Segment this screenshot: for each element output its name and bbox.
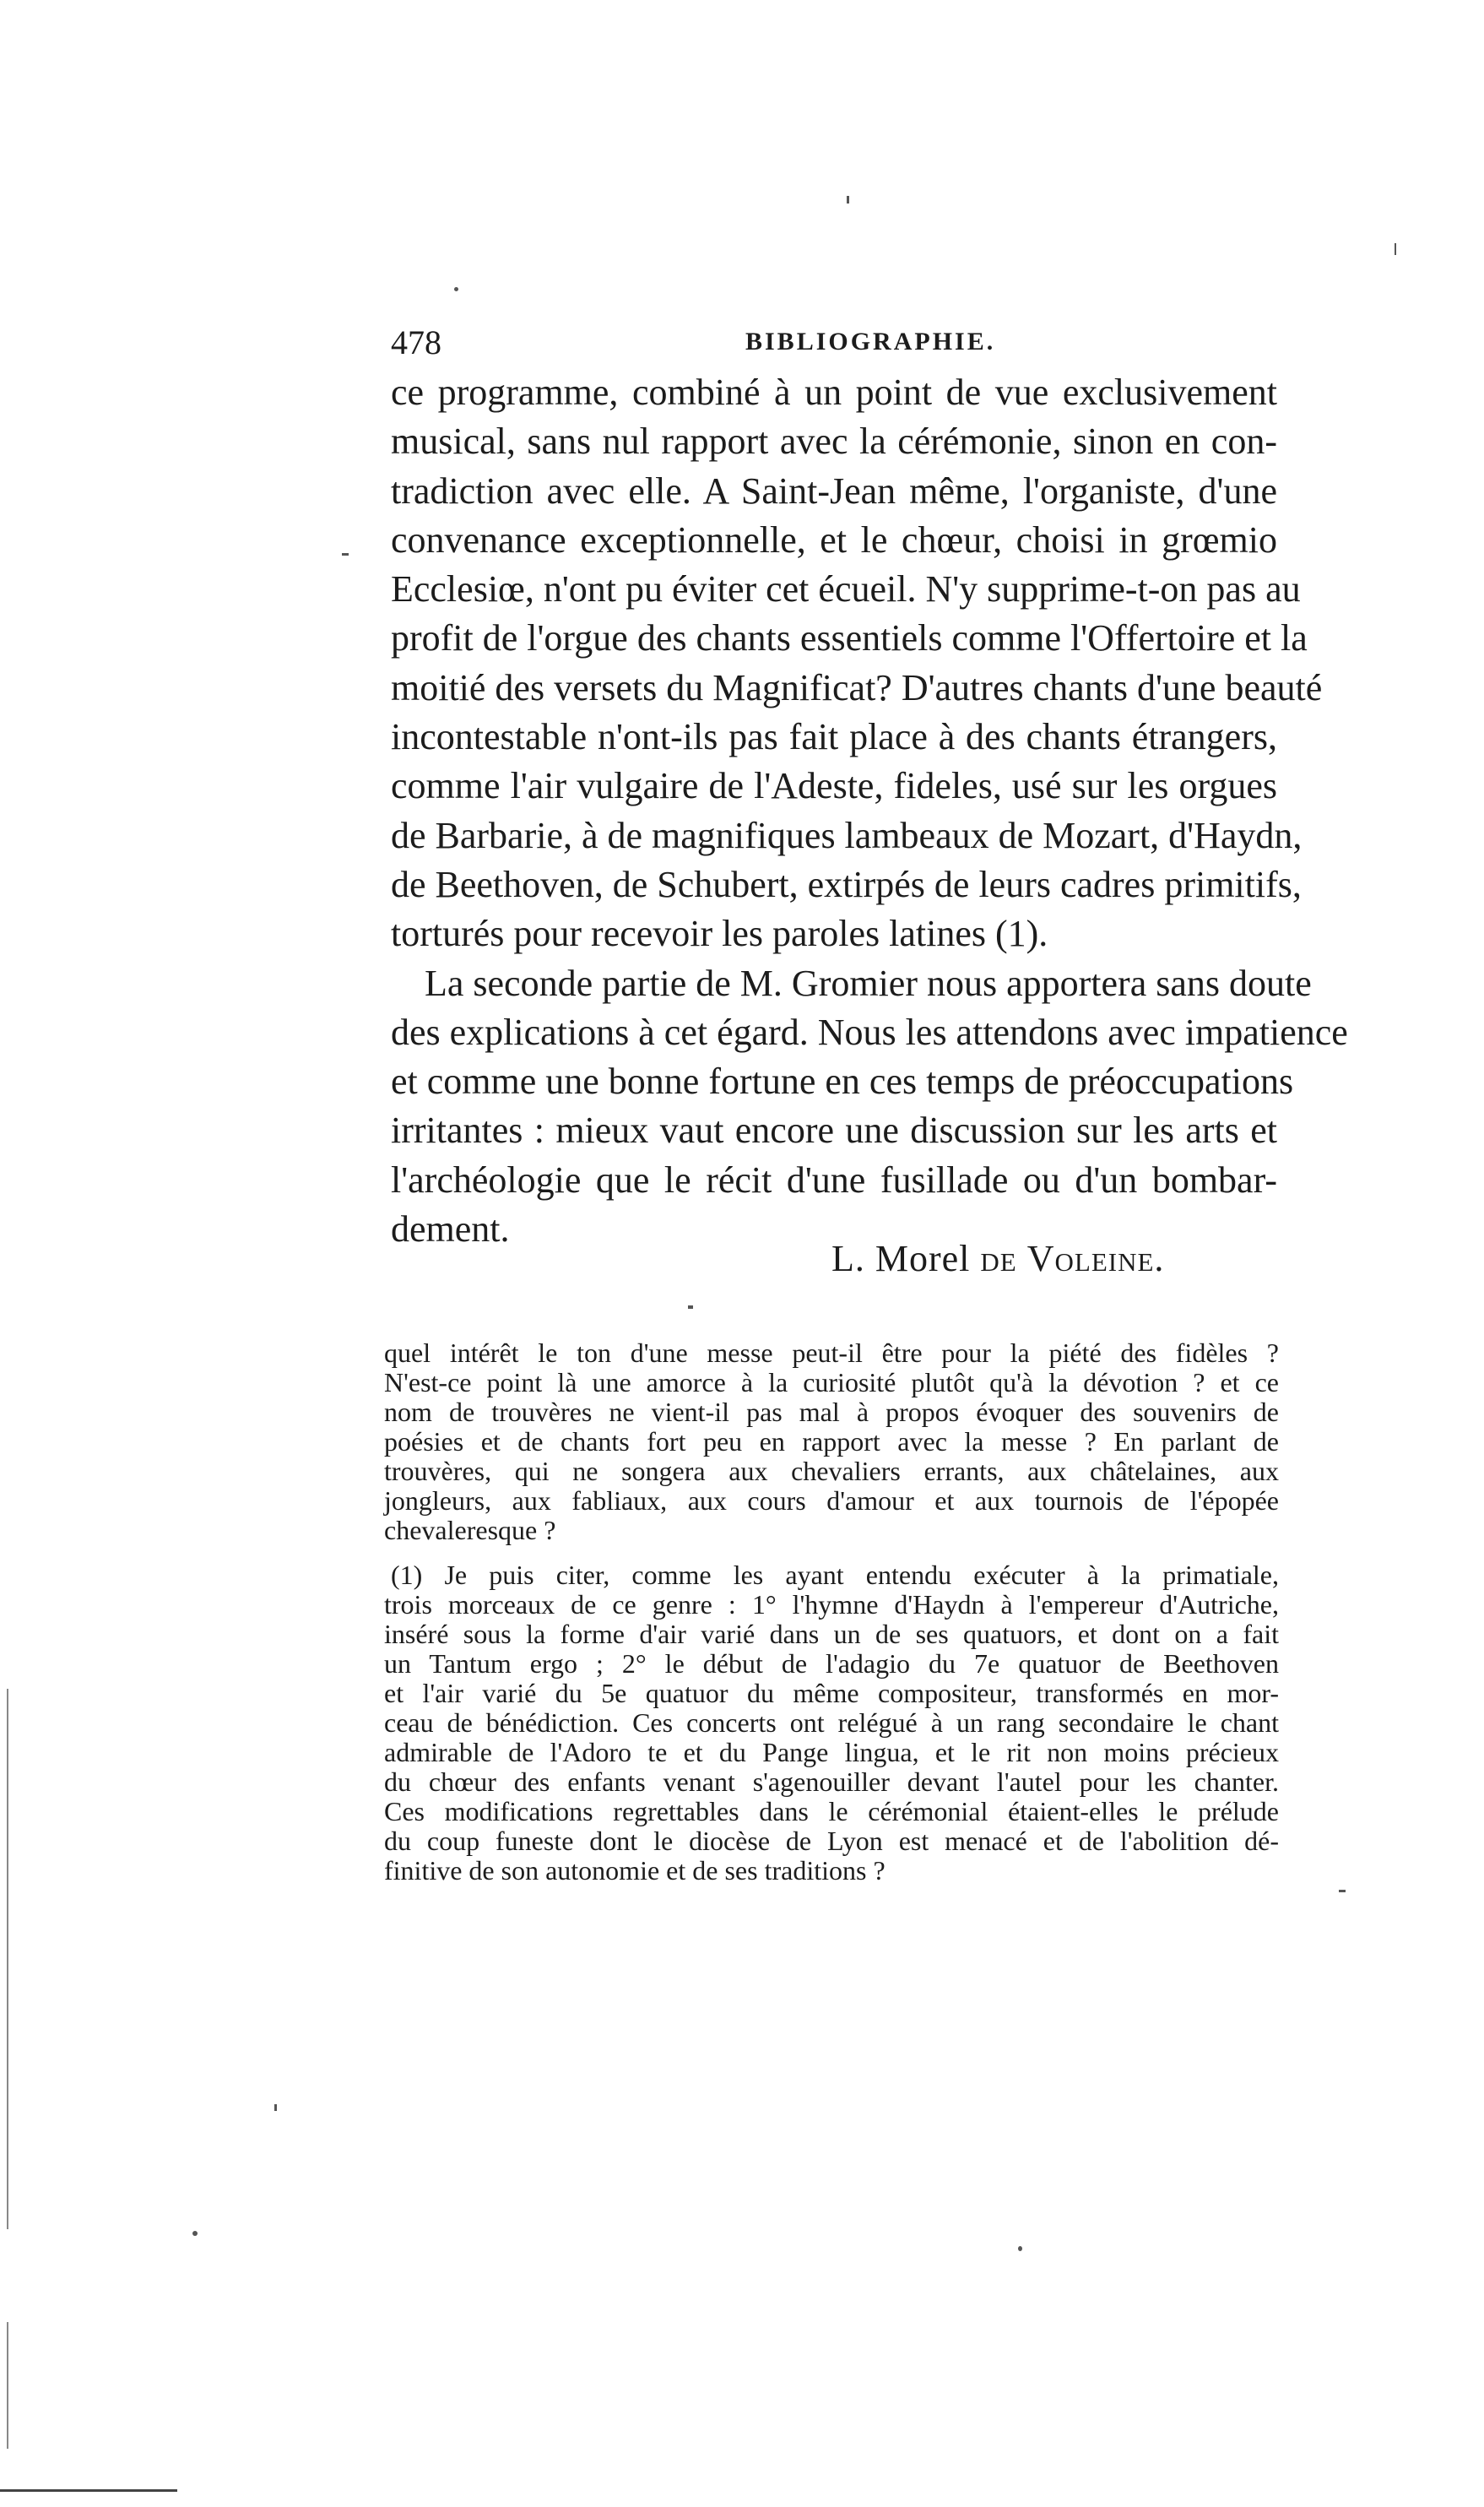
footnote-line: du chœur des enfants venant s'agenouiller devant l'autel pour les chanter. <box>384 1766 1279 1797</box>
scan-speck <box>1339 1890 1346 1892</box>
edge-line <box>7 2322 8 2449</box>
footnote-line: poésies et de chants fort peu en rapport avec la messe ? En parlant de <box>384 1426 1279 1457</box>
edge-line <box>0 2489 177 2492</box>
paragraph-1 <box>391 368 1323 959</box>
author-signature <box>831 1237 1164 1280</box>
text-line: moitié des versets du Magnificat? D'autres chants d'une beauté <box>391 666 1323 708</box>
scan-speck <box>454 287 458 291</box>
text-line: incontestable n'ont-ils pas fait place à des chants étrangers, <box>391 716 1277 758</box>
footnotes <box>384 1338 1279 1901</box>
scan-speck <box>192 2231 198 2236</box>
footnote-line: ceau de bénédiction. Ces concerts ont relégué à un rang secondaire le chant <box>384 1707 1279 1738</box>
edge-line <box>7 1689 8 2229</box>
signature-name: L. Morel <box>831 1238 971 1279</box>
running-head: BIBLIOGRAPHIE. <box>745 328 996 355</box>
footnote-line: finitive de son autonomie et de ses traditions ? <box>384 1855 886 1886</box>
text-line: des explications à cet égard. Nous les attendons avec impatience <box>391 1011 1348 1053</box>
footnote-line: trouvères, qui ne songera aux chevaliers errants, aux châtelaines, aux <box>384 1456 1279 1486</box>
text-line: musical, sans nul rapport avec la cérémonie, sinon en con- <box>391 421 1277 463</box>
scan-speck <box>847 196 849 203</box>
text-line: l'archéologie que le récit d'une fusillade ou d'un bombar- <box>391 1159 1277 1201</box>
footnote-line: trois morceaux de ce genre : 1° l'hymne d'Haydn à l'empereur d'Autriche, <box>384 1589 1279 1620</box>
footnote-line: inséré sous la forme d'air varié dans un de ses quatuors, et dont on a fait <box>384 1619 1279 1649</box>
text-line: comme l'air vulgaire de l'Adeste, fideles, usé sur les orgues <box>391 765 1277 807</box>
footnote-continuation <box>384 1338 1279 1545</box>
scan-speck <box>1018 2246 1022 2251</box>
text-line: de Barbarie, à de magnifiques lambeaux de Mozart, d'Haydn, <box>391 814 1303 856</box>
paragraph-2 <box>391 959 1348 1255</box>
main-text <box>391 368 1348 1254</box>
footnote-line: un Tantum ergo ; 2° le début de l'adagio du 7e quatuor de Beethoven <box>384 1648 1279 1679</box>
footnote-line: chevaleresque ? <box>384 1515 556 1545</box>
footnote-line: jongleurs, aux fabliaux, aux cours d'amour et aux tournois de l'épopée <box>384 1485 1279 1516</box>
footnote-1 <box>384 1560 1279 1886</box>
signature-particle: de <box>980 1238 1017 1279</box>
footnote-line: (1) Je puis citer, comme les ayant entendu exécuter à la primatiale, <box>391 1560 1279 1590</box>
text-line: tradiction avec elle. A Saint-Jean même, l'organiste, d'une <box>391 469 1277 512</box>
text-line: et comme une bonne fortune en ces temps de préoccupations <box>391 1061 1294 1103</box>
text-line: dement. <box>391 1208 510 1251</box>
text-line: convenance exceptionnelle, et le chœur, choisi in grœmio <box>391 518 1277 561</box>
text-line: torturés pour recevoir les paroles latines (1). <box>391 913 1048 955</box>
scan-speck <box>274 2104 277 2111</box>
footnote-line: Ces modifications regrettables dans le cérémonial étaient-elles le prélude <box>384 1796 1279 1826</box>
text-line: irritantes : mieux vaut encore une discussion sur les arts et <box>391 1110 1277 1152</box>
page-header <box>391 323 1277 363</box>
footnote-line: et l'air varié du 5e quatuor du même compositeur, transformés en mor- <box>384 1678 1279 1708</box>
scan-speck <box>1395 243 1396 255</box>
text-line: profit de l'orgue des chants essentiels comme l'Offertoire et la <box>391 617 1308 659</box>
text-line: de Beethoven, de Schubert, extirpés de leurs cadres primitifs, <box>391 863 1302 905</box>
text-line: ce programme, combiné à un point de vue exclusivement <box>391 372 1277 413</box>
signature-surname: Voleine. <box>1026 1238 1165 1279</box>
scan-speck <box>688 1305 693 1309</box>
footnote-line: du coup funeste dont le diocèse de Lyon est menacé et de l'abolition dé- <box>384 1826 1279 1856</box>
footnote-line: N'est-ce point là une amorce à la curiosité plutôt qu'à la dévotion ? et ce <box>384 1367 1279 1397</box>
scan-speck <box>342 553 349 556</box>
text-line: Ecclesiœ, n'ont pu éviter cet écueil. N'y supprime-t-on pas au <box>391 568 1301 610</box>
page-number: 478 <box>391 323 441 361</box>
footnote-line: quel intérêt le ton d'une messe peut-il être pour la piété des fidèles ? <box>384 1338 1279 1368</box>
footnote-line: nom de trouvères ne vient-il pas mal à propos évoquer des souvenirs de <box>384 1397 1279 1427</box>
footnote-line: admirable de l'Adoro te et du Pange lingua, et le rit non moins précieux <box>384 1737 1279 1767</box>
text-line: La seconde partie de M. Gromier nous apportera sans doute <box>425 962 1312 1004</box>
